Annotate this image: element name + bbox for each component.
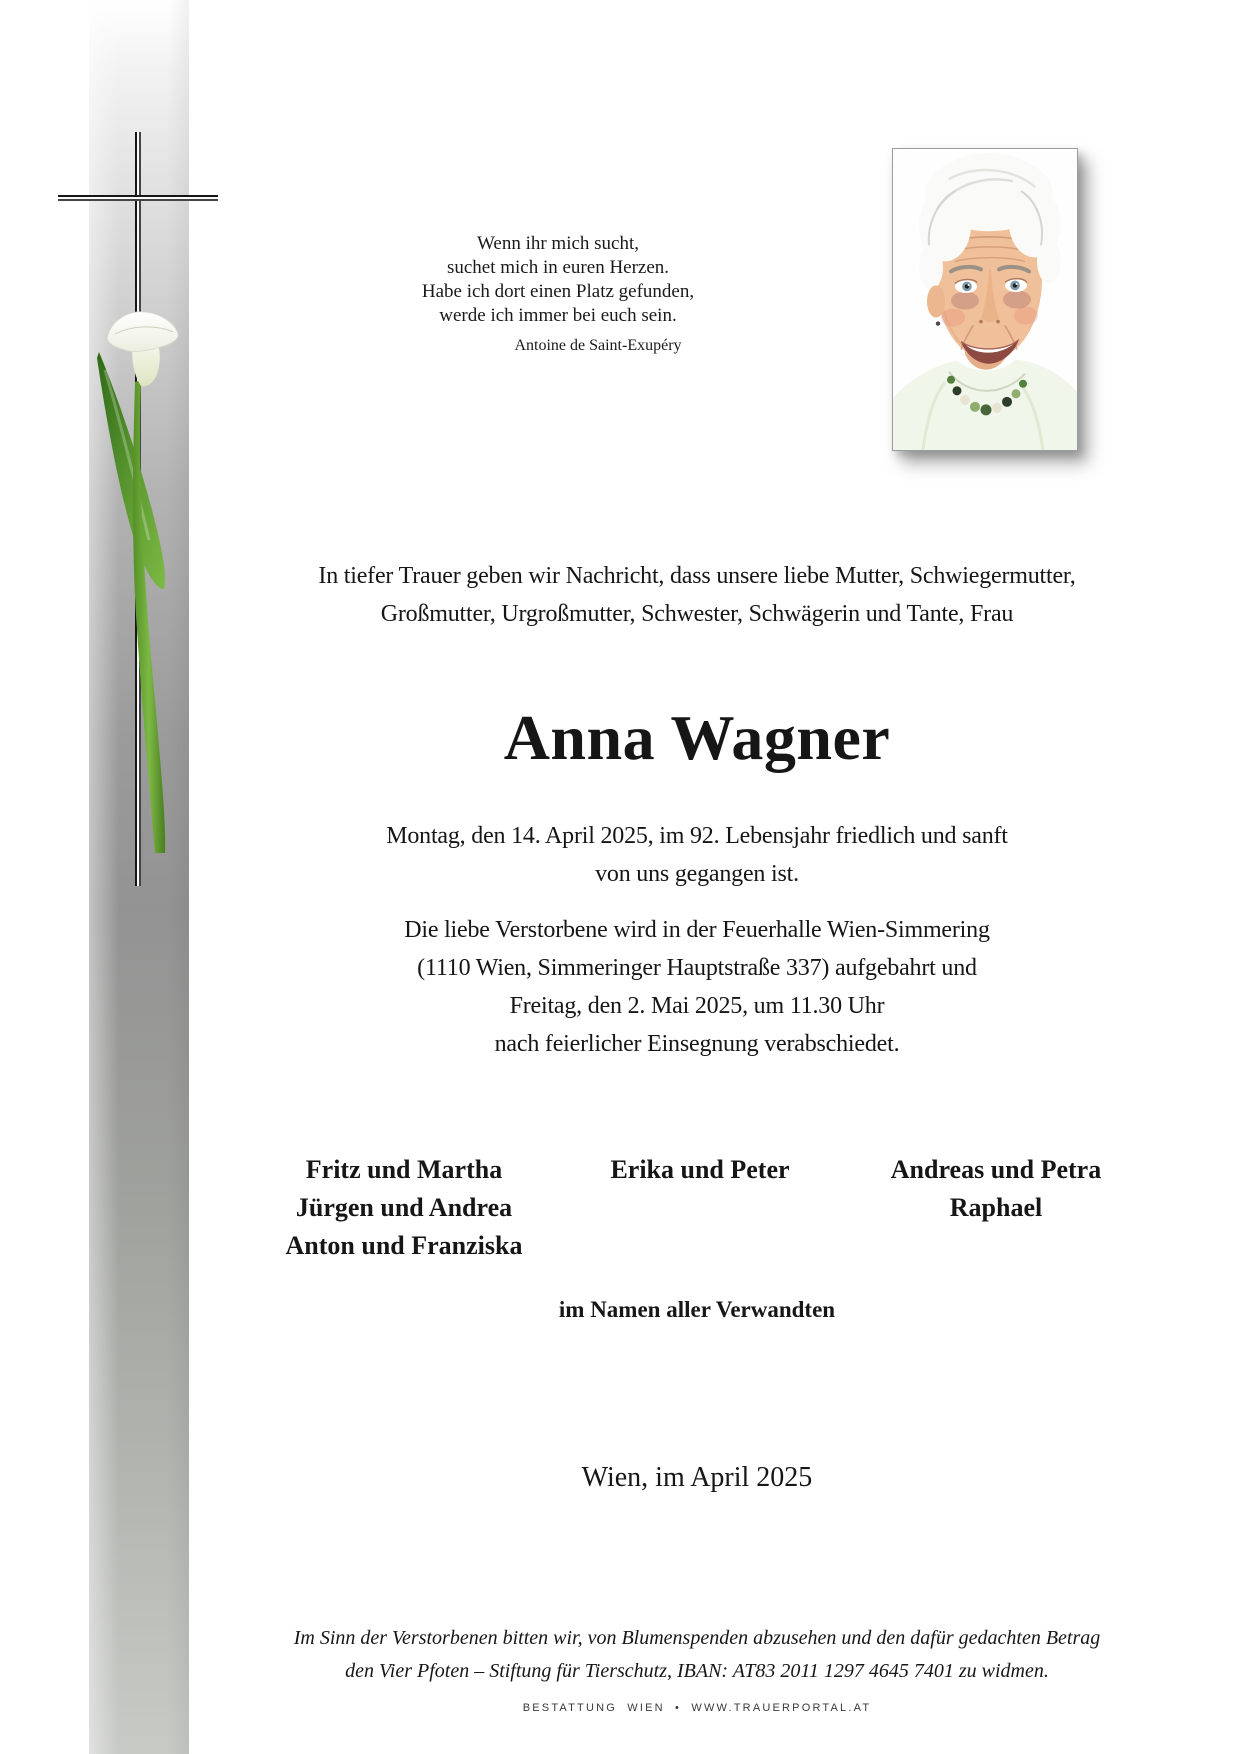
service-info-line: (1110 Wien, Simmeringer Hauptstraße 337) aufgebahrt und [417, 955, 977, 981]
footer-branding: BESTATTUNG WIEN • WWW.TRAUERPORTAL.AT [522, 1702, 872, 1714]
place-date: Wien, im April 2025 [581, 1462, 813, 1493]
mourners-column-2 [552, 1151, 848, 1265]
cross-icon-horizontal-bar [58, 195, 218, 201]
mourners-grid [256, 1151, 1144, 1265]
donation-note-line: Im Sinn der Verstorbenen bitten wir, von Blumenspenden abzusehen und den dafür gedachten Betrag [293, 1627, 1101, 1649]
death-info-line: von uns gegangen ist. [595, 861, 799, 887]
mourner-name: Erika und Peter [610, 1155, 790, 1184]
death-info-line: Montag, den 14. April 2025, im 92. Lebensjahr friedlich und sanft [386, 823, 1008, 849]
death-info [194, 817, 1200, 893]
quote-line: Habe ich dort einen Platz gefunden, [421, 281, 695, 302]
service-info-line: Freitag, den 2. Mai 2025, um 11.30 Uhr [509, 993, 885, 1019]
mourner-name: Raphael [949, 1193, 1043, 1222]
mourner-name: Jürgen und Andrea [295, 1193, 513, 1222]
intro-line: Großmutter, Urgroßmutter, Schwester, Schwägerin und Tante, Frau [380, 601, 1014, 627]
donation-note-line: den Vier Pfoten – Stiftung für Tierschutz, IBAN: AT83 2011 1297 4645 7401 zu widmen. [345, 1660, 1049, 1682]
service-info-line: nach feierlicher Einsegnung verabschiedet. [494, 1031, 900, 1057]
intro-text [194, 557, 1200, 633]
mourner-name: Fritz und Martha [305, 1155, 503, 1184]
closing-line: im Namen aller Verwandten [558, 1297, 836, 1322]
quote-line: suchet mich in euren Herzen. [446, 257, 670, 278]
mourner-name: Anton und Franziska [285, 1231, 523, 1260]
quote-block [308, 232, 808, 358]
mourners-column-3 [848, 1151, 1144, 1265]
service-info-line: Die liebe Verstorbene wird in der Feuerhalle Wien-Simmering [404, 917, 990, 943]
quote-line: werde ich immer bei euch sein. [439, 305, 677, 326]
deceased-name: Anna Wagner [503, 702, 891, 773]
service-info [194, 911, 1200, 1063]
mourner-name: Andreas und Petra [890, 1155, 1102, 1184]
quote-line: Wenn ihr mich sucht, [476, 233, 640, 254]
donation-note [194, 1622, 1200, 1688]
calla-lily-icon [85, 300, 195, 860]
portrait-photo [892, 148, 1078, 451]
intro-line: In tiefer Trauer geben wir Nachricht, dass unsere liebe Mutter, Schwiegermutter, [318, 563, 1076, 589]
quote-attribution: Antoine de Saint-Exupéry [514, 337, 682, 354]
mourners-column-1 [256, 1151, 552, 1265]
